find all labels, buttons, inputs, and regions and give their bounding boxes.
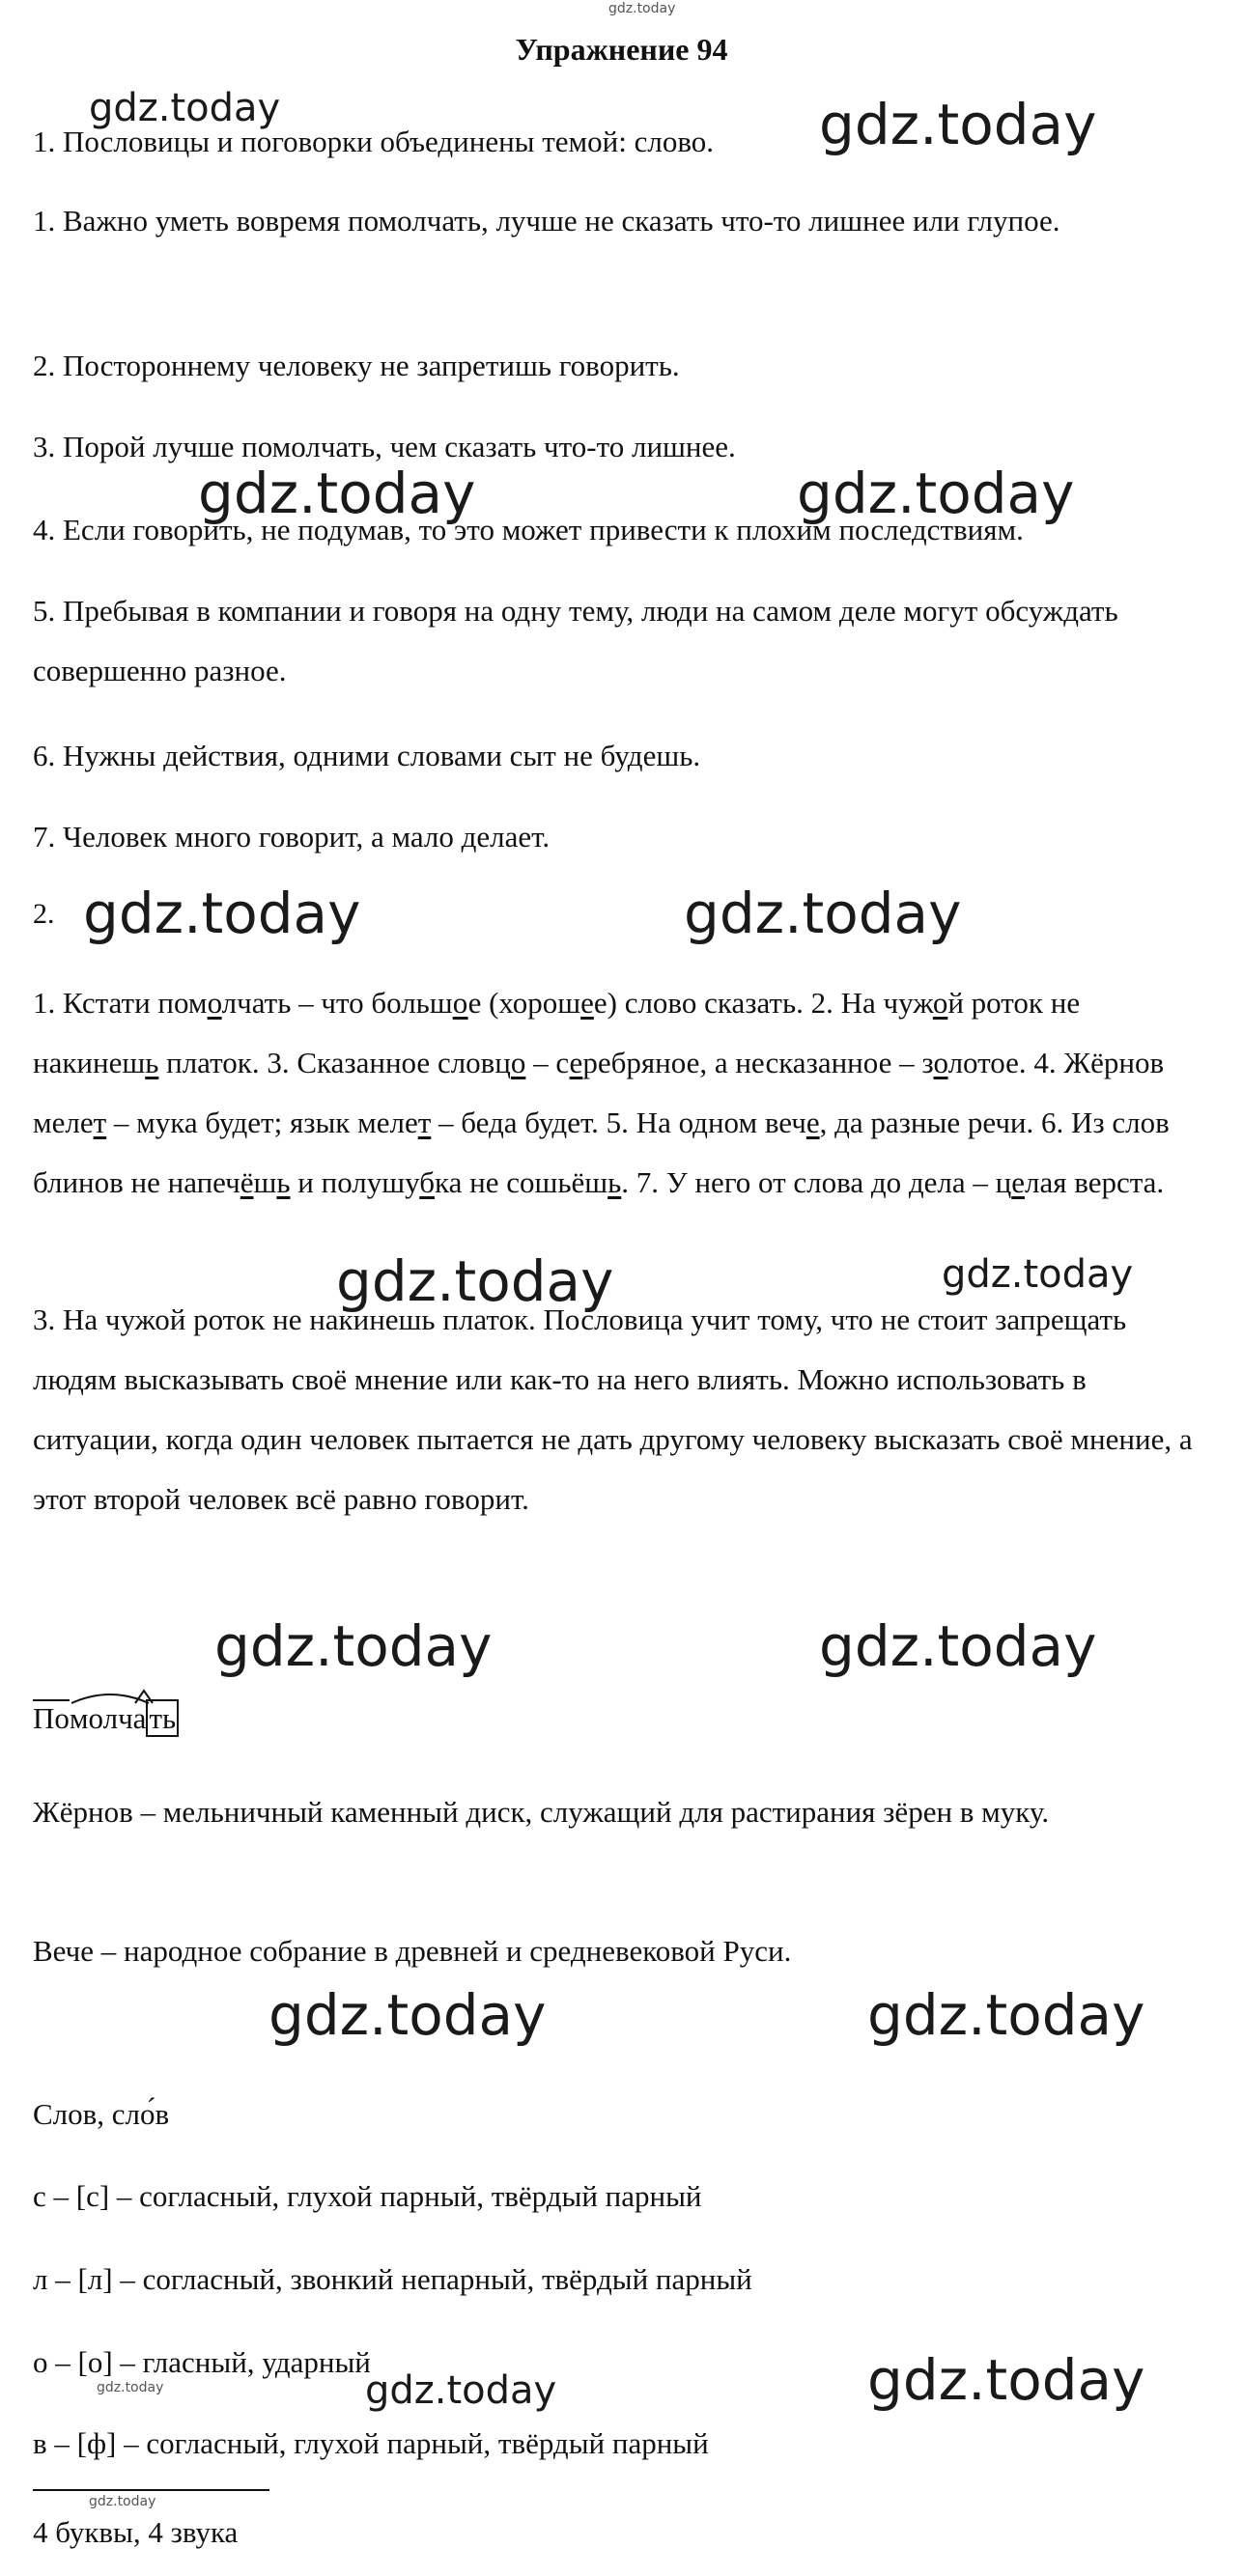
section1-item-3: 3. Порой лучше помолчать, чем сказать что-то лишнее. bbox=[33, 430, 736, 463]
text-fragment: – беда будет. 5. На одном веч bbox=[431, 1106, 806, 1139]
underlined-letter: о bbox=[932, 986, 948, 1020]
underlined-letter: ь bbox=[145, 1046, 159, 1079]
watermark: gdz.today bbox=[214, 1613, 493, 1679]
prefix-mark bbox=[33, 1699, 70, 1736]
underlined-letter: ё bbox=[240, 1165, 254, 1199]
underlined-letter: о bbox=[933, 1046, 948, 1079]
text-fragment: ребряное, а несказанное – з bbox=[582, 1046, 934, 1079]
text-fragment: е (хорош bbox=[467, 986, 581, 1020]
watermark: gdz.today bbox=[684, 881, 962, 946]
text-fragment: й роток не накинеш bbox=[33, 986, 1081, 1079]
watermark: gdz.today bbox=[867, 2347, 1145, 2413]
watermark-small: gdz.today bbox=[89, 2494, 156, 2509]
watermark: gdz.today bbox=[336, 1248, 614, 1314]
watermark: gdz.today bbox=[819, 92, 1097, 157]
text-fragment: платок. 3. Сказанное словц bbox=[158, 1046, 511, 1079]
section1-item-7: 7. Человек много говорит, а мало делает. bbox=[33, 820, 551, 854]
root: молч bbox=[69, 1701, 133, 1735]
underlined-letter: т bbox=[93, 1106, 107, 1139]
suffix-caret-icon bbox=[133, 1688, 155, 1705]
section1-item-2: 2. Постороннему человеку не запретишь говорить. bbox=[33, 349, 680, 382]
section1-item-6: 6. Нужны действия, одними словами сыт не будешь. bbox=[33, 739, 701, 772]
watermark-small: gdz.today bbox=[97, 2380, 164, 2395]
text-fragment: лая верста. bbox=[1025, 1165, 1165, 1199]
phonetic-line-2: л – [л] – согласный, звонкий непарный, твёрдый парный bbox=[33, 2262, 752, 2296]
text-fragment: и полушу bbox=[290, 1165, 420, 1199]
root-mark bbox=[70, 1701, 133, 1736]
section1-intro: 1. Пословицы и поговорки объединены темой: слово. bbox=[33, 125, 715, 158]
watermark: gdz.today bbox=[365, 2368, 557, 2413]
definition-veche: Вече – народное собрание в древней и средневековой Руси. bbox=[33, 1934, 792, 1968]
watermark-top: gdz.today bbox=[608, 1, 676, 16]
morpheme-analysis bbox=[33, 1699, 179, 1736]
suffix-mark bbox=[133, 1701, 147, 1736]
text-fragment: – с bbox=[525, 1046, 570, 1079]
phonetic-summary: 4 буквы, 4 звука bbox=[33, 2515, 239, 2549]
definition-zhernov: Жёрнов – мельничный каменный диск, служащий для растирания зёрен в муку. bbox=[33, 1795, 1050, 1829]
underlined-letter: е bbox=[1011, 1165, 1025, 1199]
watermark: gdz.today bbox=[89, 86, 281, 130]
underlined-letter: е bbox=[569, 1046, 583, 1079]
watermark: gdz.today bbox=[867, 1982, 1145, 2048]
text-fragment: ка не сошьёш bbox=[435, 1165, 608, 1199]
phonetic-line-4: в – [ф] – согласный, глухой парный, твёрдый парный bbox=[33, 2426, 709, 2460]
watermark: gdz.today bbox=[819, 1613, 1097, 1679]
underlined-letter: е bbox=[580, 986, 594, 1020]
underlined-letter: о bbox=[452, 986, 468, 1020]
text-fragment: 1. Кстати пом bbox=[33, 986, 208, 1020]
section2-proverbs bbox=[33, 973, 1211, 1213]
divider-line bbox=[33, 2489, 269, 2491]
phonetic-line-1: с – [с] – согласный, глухой парный, твёрдый парный bbox=[33, 2179, 702, 2213]
phonetic-line-3: о – [о] – гласный, ударный bbox=[33, 2345, 371, 2379]
underlined-letter: ь bbox=[276, 1165, 291, 1199]
section2-label: 2. bbox=[33, 898, 55, 930]
underlined-letter: б bbox=[419, 1165, 436, 1199]
watermark: gdz.today bbox=[83, 881, 361, 946]
text-fragment: е) слово сказать. 2. На чуж bbox=[593, 986, 933, 1020]
watermark: gdz.today bbox=[942, 1252, 1134, 1297]
text-fragment: – мука будет; язык меле bbox=[106, 1106, 418, 1139]
phonetic-word: Слов, сло́в bbox=[33, 2097, 170, 2131]
underlined-letter: т bbox=[417, 1106, 432, 1139]
suffix: а bbox=[132, 1701, 147, 1735]
section1-item-1: 1. Важно уметь вовремя помолчать, лучше не сказать что-то лишнее или глупое. bbox=[33, 204, 1060, 238]
page-title: Упражнение 94 bbox=[515, 32, 728, 67]
watermark: gdz.today bbox=[198, 461, 476, 526]
underlined-letter: о bbox=[510, 1046, 526, 1079]
text-fragment: , да разные речи. 6. Из слов блинов не напеч bbox=[33, 1106, 1170, 1199]
watermark: gdz.today bbox=[268, 1982, 547, 2048]
section3-text: 3. На чужой роток не накинешь платок. Пословица учит тому, что не стоит запрещать людям высказывать своё мнение или как-то на него влиять. Можно использовать в ситуации, когда один человек пытается не дать другому человеку высказать своё мнение, а этот второй человек всё равно говорит. bbox=[33, 1302, 1193, 1516]
watermark: gdz.today bbox=[797, 461, 1075, 526]
section1-item-4: 4. Если говорить, не подумав, то это может привести к плохим последствиям. bbox=[33, 513, 1024, 546]
text-fragment: . 7. У него от слова до дела – ц bbox=[621, 1165, 1012, 1199]
underlined-letter: ь bbox=[607, 1165, 622, 1199]
ending: ть bbox=[146, 1699, 179, 1737]
text-fragment: лотое. 4. Жёрнов меле bbox=[33, 1046, 1165, 1139]
text-fragment: лчать – что больш bbox=[221, 986, 453, 1020]
underlined-letter: е bbox=[805, 1106, 820, 1139]
underlined-letter: о bbox=[207, 986, 222, 1020]
prefix: По bbox=[33, 1701, 70, 1735]
text-fragment: ш bbox=[253, 1165, 277, 1199]
section1-item-5: 5. Пребывая в компании и говоря на одну тему, люди на самом деле могут обсуждать совершенно разное. bbox=[33, 594, 1118, 687]
